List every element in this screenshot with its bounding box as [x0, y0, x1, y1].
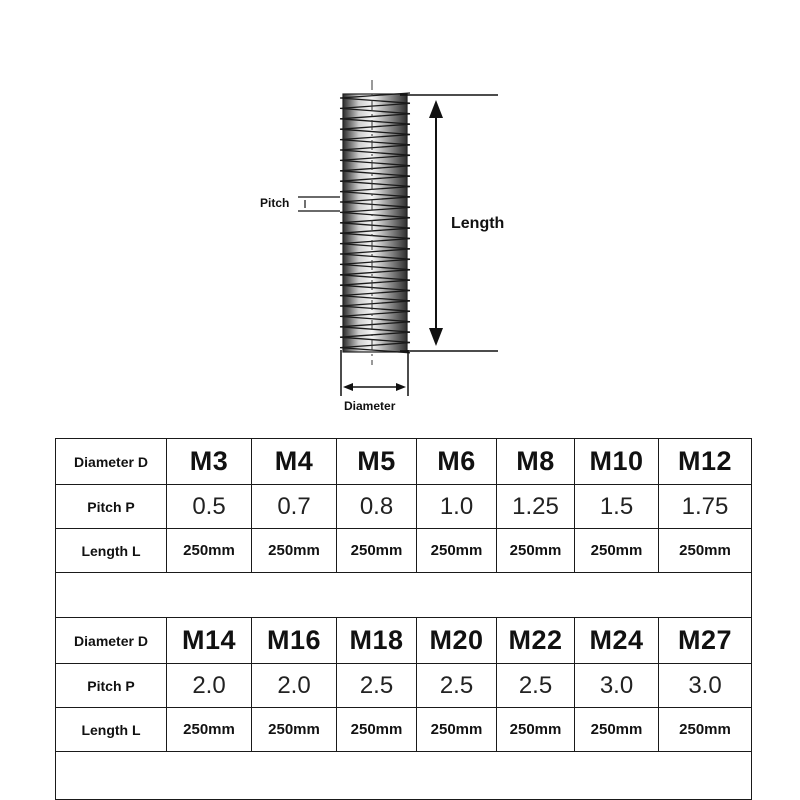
row-label-diameter: Diameter D	[56, 618, 167, 664]
length-value-cell: 250mm	[167, 529, 252, 573]
row-label-pitch: Pitch P	[56, 664, 167, 708]
row-label-pitch: Pitch P	[56, 485, 167, 529]
table-row	[56, 618, 752, 664]
diameter-size-cell: M14	[167, 618, 252, 664]
table-row	[56, 664, 752, 708]
diameter-size-cell: M18	[337, 618, 417, 664]
diameter-dimension	[341, 350, 408, 396]
row-label-diameter: Diameter D	[56, 439, 167, 485]
diameter-size-cell: M5	[337, 439, 417, 485]
pitch-value-cell: 3.0	[659, 664, 752, 708]
diameter-size-cell: M10	[575, 439, 659, 485]
table-row	[56, 485, 752, 529]
specification-table	[55, 438, 752, 800]
length-value-cell: 250mm	[497, 529, 575, 573]
length-value-cell: 250mm	[252, 708, 337, 752]
pitch-value-cell: 0.5	[167, 485, 252, 529]
pitch-label: Pitch	[260, 196, 290, 210]
pitch-value-cell: 2.0	[167, 664, 252, 708]
length-value-cell: 250mm	[337, 529, 417, 573]
pitch-value-cell: 1.25	[497, 485, 575, 529]
pitch-value-cell: 3.0	[575, 664, 659, 708]
length-value-cell: 250mm	[497, 708, 575, 752]
length-value-cell: 250mm	[337, 708, 417, 752]
table-row	[56, 439, 752, 485]
length-label: Length	[451, 215, 505, 232]
pitch-value-cell: 2.5	[497, 664, 575, 708]
pitch-value-cell: 1.75	[659, 485, 752, 529]
diameter-size-cell: M24	[575, 618, 659, 664]
length-value-cell: 250mm	[167, 708, 252, 752]
table-row	[56, 529, 752, 573]
diameter-size-cell: M8	[497, 439, 575, 485]
length-value-cell: 250mm	[252, 529, 337, 573]
spacer-row	[56, 752, 752, 800]
diameter-size-cell: M16	[252, 618, 337, 664]
length-value-cell: 250mm	[575, 529, 659, 573]
diameter-label: Diameter	[344, 399, 396, 413]
length-value-cell: 250mm	[659, 529, 752, 573]
diameter-size-cell: M27	[659, 618, 752, 664]
row-label-length: Length L	[56, 708, 167, 752]
diameter-size-cell: M22	[497, 618, 575, 664]
diameter-size-cell: M20	[417, 618, 497, 664]
length-value-cell: 250mm	[659, 708, 752, 752]
pitch-value-cell: 1.5	[575, 485, 659, 529]
diameter-size-cell: M3	[167, 439, 252, 485]
pitch-value-cell: 2.5	[337, 664, 417, 708]
threaded-rod	[340, 80, 410, 365]
pitch-value-cell: 0.8	[337, 485, 417, 529]
diameter-size-cell: M12	[659, 439, 752, 485]
length-value-cell: 250mm	[417, 708, 497, 752]
diameter-size-cell: M4	[252, 439, 337, 485]
length-value-cell: 250mm	[417, 529, 497, 573]
pitch-dimension	[298, 197, 340, 211]
pitch-value-cell: 2.5	[417, 664, 497, 708]
spacer-row	[56, 573, 752, 618]
diameter-size-cell: M6	[417, 439, 497, 485]
pitch-value-cell: 1.0	[417, 485, 497, 529]
pitch-value-cell: 0.7	[252, 485, 337, 529]
length-value-cell: 250mm	[575, 708, 659, 752]
table-row	[56, 708, 752, 752]
row-label-length: Length L	[56, 529, 167, 573]
pitch-value-cell: 2.0	[252, 664, 337, 708]
